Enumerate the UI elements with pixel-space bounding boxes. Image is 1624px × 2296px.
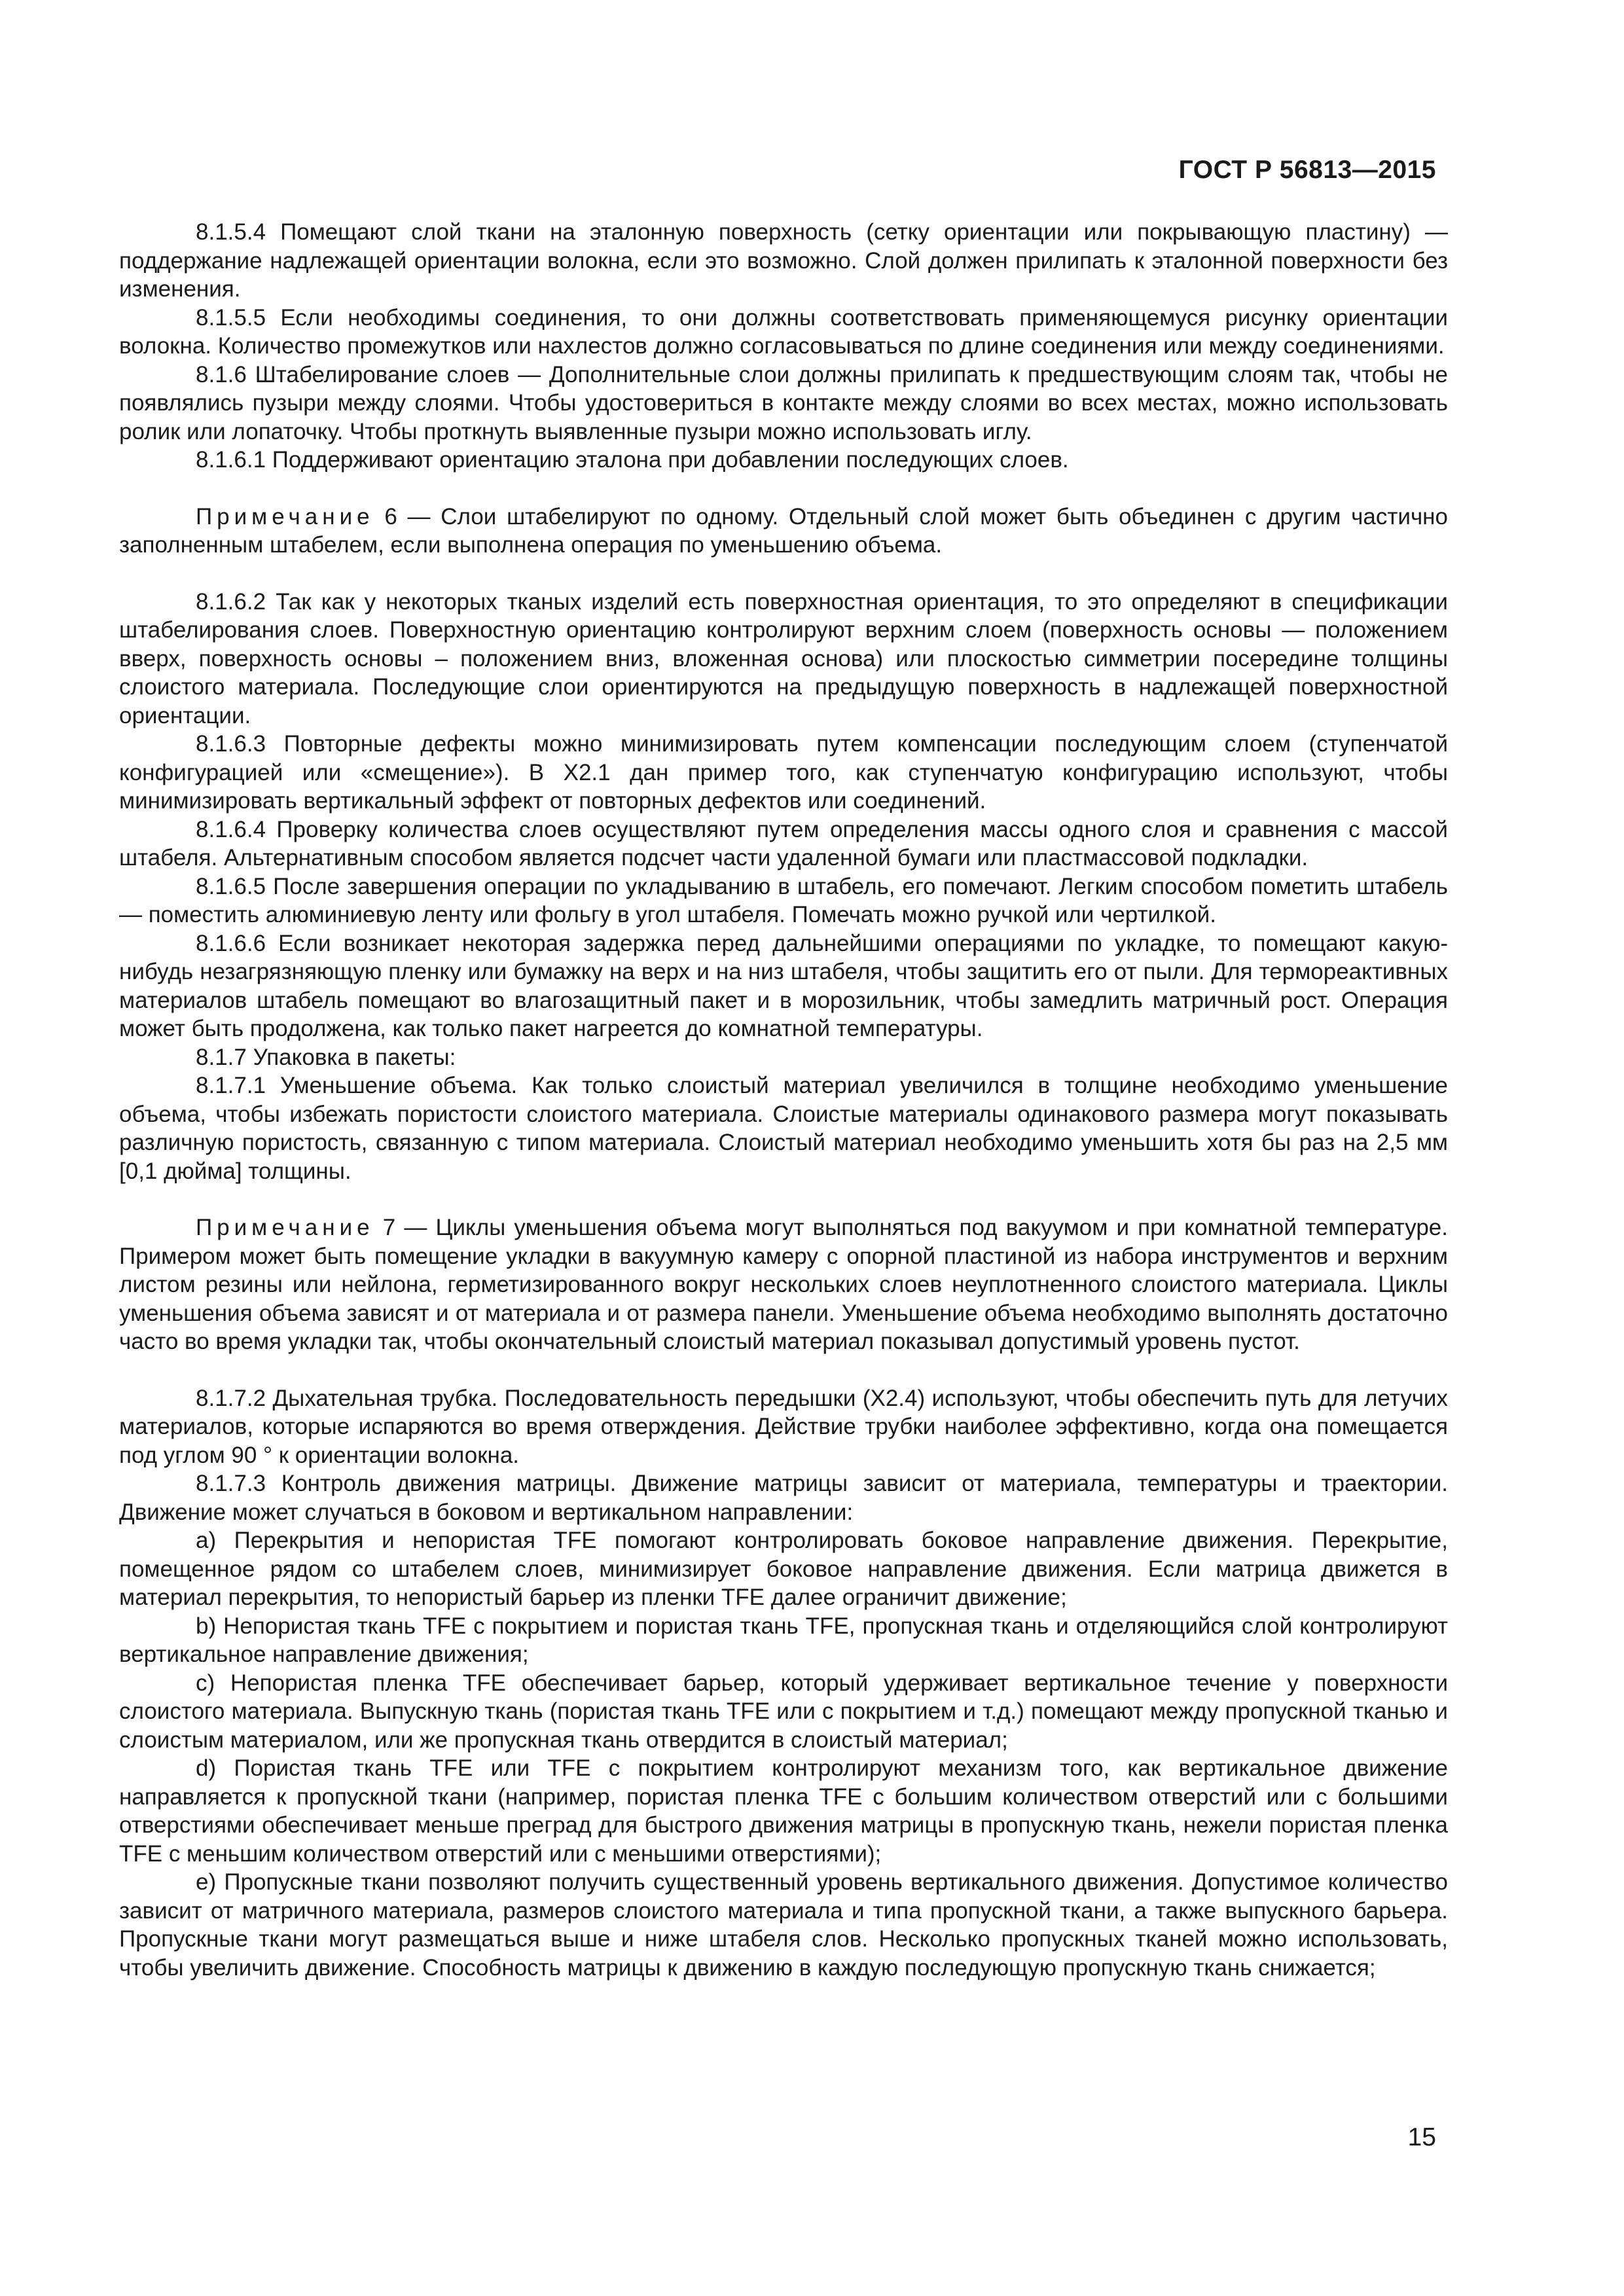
paragraph-8-1-6-4: 8.1.6.4 Проверку количества слоев осуществляют путем определения массы одного слоя и сравнения с массой штабеля. Альтернативным способом является подсчет части удаленной бумаги или пластмассовой подкладки. (119, 816, 1448, 870)
document-body (119, 218, 1448, 1982)
list-item-d: d) Пористая ткань TFE или TFE с покрытием контролируют механизм того, как вертикальное движение направляется к пропускной ткани (например, пористая пленка TFE с большим количеством отверстий или с большими отверстиями обеспечивает меньше преград для быстрого движения матрицы в пропускную ткань, нежели пористая пленка TFE с меньшим количеством отверстий или с меньшими отверстиями); (119, 1755, 1448, 1867)
paragraph-8-1-5-4: 8.1.5.4 Помещают слой ткани на эталонную поверхность (сетку ориентации или покрывающую пластину) — поддержание надлежащей ориентации волокна, если это возможно. Слой должен прилипать к эталонной поверхности без изменения. (119, 219, 1448, 302)
note-6-label: Примечание (196, 503, 374, 529)
paragraph-8-1-6-6: 8.1.6.6 Если возникает некоторая задержка перед дальнейшими операциями по укладке, то помещают какую-нибудь незагрязняющую пленку или бумажку на верх и на низ штабеля, чтобы защитить его от пыли. Для термореактивных материалов штабель помещают во влагозащитный пакет и в морозильник, чтобы замедлить матричный рост. Операция может быть продолжена, как только пакет нагреется до комнатной температуры. (119, 930, 1448, 1041)
paragraph-8-1-7-1: 8.1.7.1 Уменьшение объема. Как только слоистый материал увеличился в толщине необходимо уменьшение объема, чтобы избежать пористости слоистого материала. Слоистые материалы одинакового размера могут показывать различную пористость, связанную с типом материала. Слоистый материал необходимо уменьшить хотя бы раз на 2,5 мм [0,1 дюйма] толщины. (119, 1073, 1448, 1184)
paragraph-8-1-7: 8.1.7 Упаковка в пакеты: (196, 1044, 456, 1070)
document-id-header: ГОСТ Р 56813—2015 (1178, 156, 1436, 184)
paragraph-8-1-7-3: 8.1.7.3 Контроль движения матрицы. Движение матрицы зависит от материала, температуры и траектории. Движение может случаться в боковом и вертикальном направлении: (119, 1471, 1448, 1525)
paragraph-8-1-6-5: 8.1.6.5 После завершения операции по укладыванию в штабель, его помечают. Легким способом пометить штабель — поместить алюминиевую ленту или фольгу в угол штабеля. Помечать можно ручкой или чертилкой. (119, 873, 1448, 927)
paragraph-8-1-7-2: 8.1.7.2 Дыхательная трубка. Последовательность передышки (Х2.4) используют, чтобы обеспечить путь для летучих материалов, которые испаряются во время отверждения. Действие трубки наиболее эффективно, когда она помещается под углом 90 ° к ориентации волокна. (119, 1385, 1448, 1468)
page-number: 15 (1407, 2123, 1436, 2151)
note-6 (119, 503, 1448, 560)
paragraph-8-1-6-3: 8.1.6.3 Повторные дефекты можно минимизировать путем компенсации последующим слоем (ступенчатой конфигурацией или «смещение»). В Х2.1 дан пример того, как ступенчатую конфигурацию используют, чтобы минимизировать вертикальный эффект от повторных дефектов или соединений. (119, 731, 1448, 814)
note-6-text: 6 — Слои штабелируют по одному. Отдельный слой может быть объединен с другим частично заполненным штабелем, если выполнена операция по уменьшению объема. (119, 503, 1448, 558)
paragraph-8-1-6-2: 8.1.6.2 Так как у некоторых тканых изделий есть поверхностная ориентация, то это определяют в спецификации штабелирования слоев. Поверхностную ориентацию контролируют верхним слоем (поверхность основы — положением вверх, поверхность основы – положением вниз, вложенная основа) или плоскостью симметрии посередине толщины слоистого материала. Последующие слои ориентируются на предыдущую поверхность в надлежащей поверхностной ориентации. (119, 588, 1448, 728)
list-item-e: е) Пропускные ткани позволяют получить существенный уровень вертикального движения. Допустимое количество зависит от матричного материала, размеров слоистого материала и типа пропускной ткани, а также выпускного барьера. Пропускные ткани могут размещаться выше и ниже штабеля слов. Несколько пропускных тканей можно использовать, чтобы увеличить движение. Способность матрицы к движению в каждую последующую пропускную ткань снижается; (119, 1869, 1448, 1981)
note-7 (119, 1213, 1448, 1356)
paragraph-8-1-6-1: 8.1.6.1 Поддерживают ориентацию эталона при добавлении последующих слоев. (196, 447, 1069, 473)
list-item-c: с) Непористая пленка TFE обеспечивает барьер, который удерживает вертикальное течение у поверхности слоистого материала. Выпускную ткань (пористая ткань TFE или с покрытием и т.д.) помещают между пропускной тканью и слоистым материалом, или же пропускная ткань отвердится в слоистый материал; (119, 1670, 1448, 1753)
list-item-b: b) Непористая ткань TFE с покрытием и пористая ткань TFE, пропускная ткань и отделяющийся слой контролируют вертикальное направление движения; (119, 1613, 1448, 1667)
note-7-text: 7 — Циклы уменьшения объема могут выполняться под вакуумом и при комнатной температуре. Примером может быть помещение укладки в вакуумную камеру с опорной пластиной из набора инструментов и верхним листом резины или нейлона, герметизированного вокруг нескольких слоев неуплотненного слоистого материала. Циклы уменьшения объема зависят и от материала и от размера панели. Уменьшение объема необходимо выполнять достаточно часто во время укладки так, чтобы окончательный слоистый материал показывал допустимый уровень пустот. (119, 1215, 1448, 1354)
paragraph-8-1-6: 8.1.6 Штабелирование слоев — Дополнительные слои должны прилипать к предшествующим слоям так, чтобы не появлялись пузыри между слоями. Чтобы удостовериться в контакте между слоями во всех местах, можно использовать ролик или лопаточку. Чтобы проткнуть выявленные пузыри можно использовать иглу. (119, 361, 1448, 444)
paragraph-8-1-5-5: 8.1.5.5 Если необходимы соединения, то они должны соответствовать применяющемуся рисунку ориентации волокна. Количество промежутков или нахлестов должно согласовываться по длине соединения или между соединениями. (119, 304, 1448, 359)
note-7-label: Примечание (196, 1215, 374, 1240)
list-item-a: а) Перекрытия и непористая TFE помогают контролировать боковое направление движения. Перекрытие, помещенное рядом со штабелем слоев, минимизирует боковое направление движения. Если матрица движется в материал перекрытия, то непористый барьер из пленки TFE далее ограничит движение; (119, 1528, 1448, 1610)
